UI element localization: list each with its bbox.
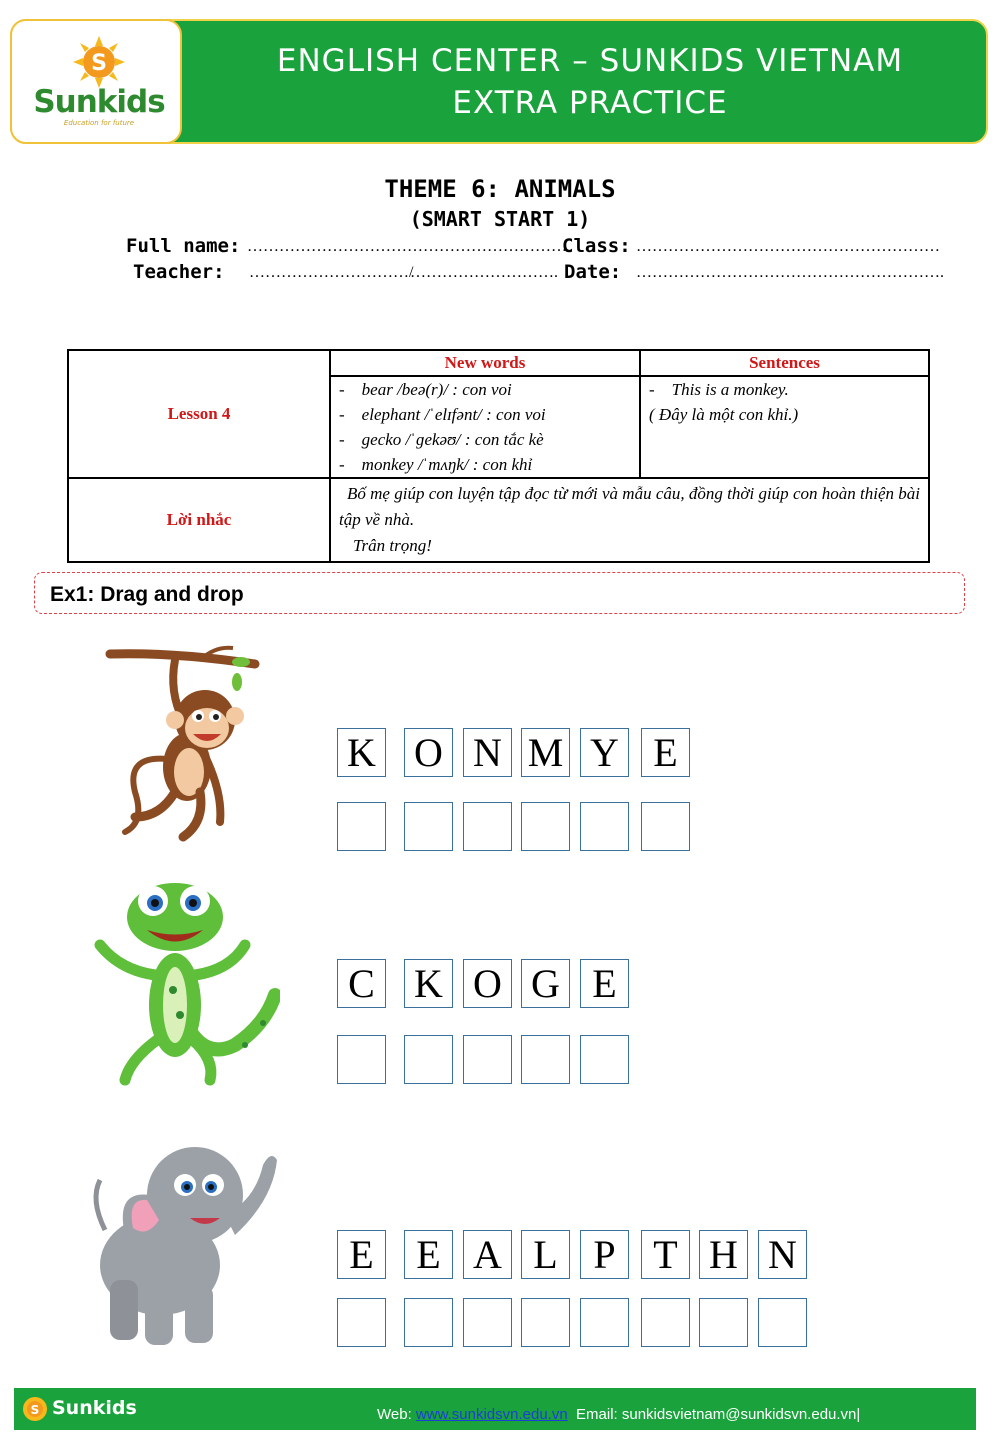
letter-tile[interactable]: E — [580, 959, 629, 1008]
gecko-image — [85, 875, 280, 1090]
sentence-vi: ( Đây là một con khỉ.) — [649, 405, 799, 424]
elephant-image — [85, 1140, 280, 1355]
drop-slot[interactable] — [337, 1298, 386, 1347]
letter-tile[interactable]: K — [337, 728, 386, 777]
header-title — [190, 40, 990, 124]
letter-tile[interactable]: E — [641, 728, 690, 777]
letter-tile[interactable]: O — [463, 959, 512, 1008]
new-words-header: New words — [330, 350, 640, 376]
full-name-blank[interactable]: …………………………………………………… — [247, 238, 567, 255]
word-item: - bear /beə(r)/ : con voi — [339, 380, 512, 399]
letter-tile[interactable]: N — [463, 728, 512, 777]
lesson-label-cell — [68, 350, 330, 478]
monkey-image — [105, 642, 260, 857]
reminder-label-cell — [68, 478, 330, 562]
letter-tile[interactable]: Y — [580, 728, 629, 777]
drop-slot[interactable] — [463, 1035, 512, 1084]
letter-tile[interactable]: E — [404, 1230, 453, 1279]
drop-slot[interactable] — [641, 802, 690, 851]
drop-slot[interactable] — [521, 1035, 570, 1084]
drop-slot[interactable] — [699, 1298, 748, 1347]
letter-tile[interactable]: G — [521, 959, 570, 1008]
lesson-label: Lesson 4 — [167, 404, 231, 423]
footer-email-label: Email: — [576, 1406, 618, 1423]
date-blank[interactable]: …………………………………………………. — [636, 264, 944, 281]
full-name-label: Full name: — [126, 235, 241, 257]
class-blank[interactable]: ………………………………………………… — [636, 238, 940, 255]
theme-title: THEME 6: ANIMALS — [384, 175, 616, 203]
word-item: - gecko /ˈɡekəʊ/ : con tắc kè — [339, 430, 544, 449]
letter-tile[interactable]: K — [404, 959, 453, 1008]
letter-tile[interactable]: O — [404, 728, 453, 777]
sentence-en: - This is a monkey. — [649, 380, 789, 399]
word-item: - elephant /ˈelɪfənt/ : con voi — [339, 405, 546, 424]
teacher-blank-a[interactable]: …………………………/ — [249, 264, 414, 281]
logo-tagline: Education for future — [63, 119, 135, 127]
sentences-header: Sentences — [640, 350, 929, 376]
logo-wordmark: Sunkids — [33, 84, 165, 120]
footer-web-label: Web: — [377, 1406, 412, 1423]
sentences-cell — [640, 376, 929, 478]
letter-tile[interactable]: A — [463, 1230, 512, 1279]
letter-tile[interactable]: H — [699, 1230, 748, 1279]
class-label: Class: — [562, 235, 631, 257]
teacher-label: Teacher: — [133, 261, 225, 283]
drop-slot[interactable] — [337, 1035, 386, 1084]
drop-slot[interactable] — [521, 802, 570, 851]
reminder-sign: Trân trọng! — [353, 536, 432, 555]
footer-email: sunkidsvietnam@sunkidsvn.edu.vn| — [621, 1406, 861, 1423]
letter-tile[interactable]: C — [337, 959, 386, 1008]
header-title-line2: EXTRA PRACTICE — [452, 85, 728, 121]
drop-slot[interactable] — [404, 1035, 453, 1084]
footer-web-link[interactable]: www.sunkidsvn.edu.vn — [415, 1406, 568, 1423]
footer-wordmark: Sunkids — [52, 1397, 137, 1419]
drop-slot[interactable] — [463, 802, 512, 851]
letter-tile[interactable]: M — [521, 728, 570, 777]
lesson-table — [67, 349, 930, 563]
footer-contact — [377, 1406, 860, 1423]
new-words-cell — [330, 376, 640, 478]
svg-text:S: S — [91, 51, 107, 76]
drop-slot[interactable] — [580, 1298, 629, 1347]
reminder-text: Bố mẹ giúp con luyện tập đọc từ mới và mẫu câu, đồng thời giúp con hoàn thiện bài tập về nhà. — [339, 484, 920, 529]
series-subtitle: (SMART START 1) — [409, 207, 591, 231]
drop-slot[interactable] — [404, 1298, 453, 1347]
letter-tile[interactable]: P — [580, 1230, 629, 1279]
footer-sun-icon — [22, 1396, 48, 1422]
drop-slot[interactable] — [404, 802, 453, 851]
drop-slot[interactable] — [463, 1298, 512, 1347]
reminder-cell — [330, 478, 929, 562]
word-item: - monkey /ˈmʌŋk/ : con khỉ — [339, 455, 533, 474]
drop-slot[interactable] — [580, 1035, 629, 1084]
drop-slot[interactable] — [337, 802, 386, 851]
letter-tile[interactable]: L — [521, 1230, 570, 1279]
drop-slot[interactable] — [580, 802, 629, 851]
drop-slot[interactable] — [641, 1298, 690, 1347]
exercise-title: Ex1: Drag and drop — [50, 583, 244, 606]
teacher-blank-b[interactable]: ………………………. — [410, 264, 558, 281]
drop-slot[interactable] — [521, 1298, 570, 1347]
letter-tile[interactable]: N — [758, 1230, 807, 1279]
reminder-label: Lời nhắc — [166, 510, 232, 529]
drop-slot[interactable] — [758, 1298, 807, 1347]
letter-tile[interactable]: T — [641, 1230, 690, 1279]
letter-tile[interactable]: E — [337, 1230, 386, 1279]
sun-logo-icon — [73, 36, 125, 88]
header-title-line1: ENGLISH CENTER – SUNKIDS VIETNAM — [276, 43, 904, 79]
date-label: Date: — [564, 261, 622, 283]
svg-text:S: S — [30, 1403, 40, 1417]
